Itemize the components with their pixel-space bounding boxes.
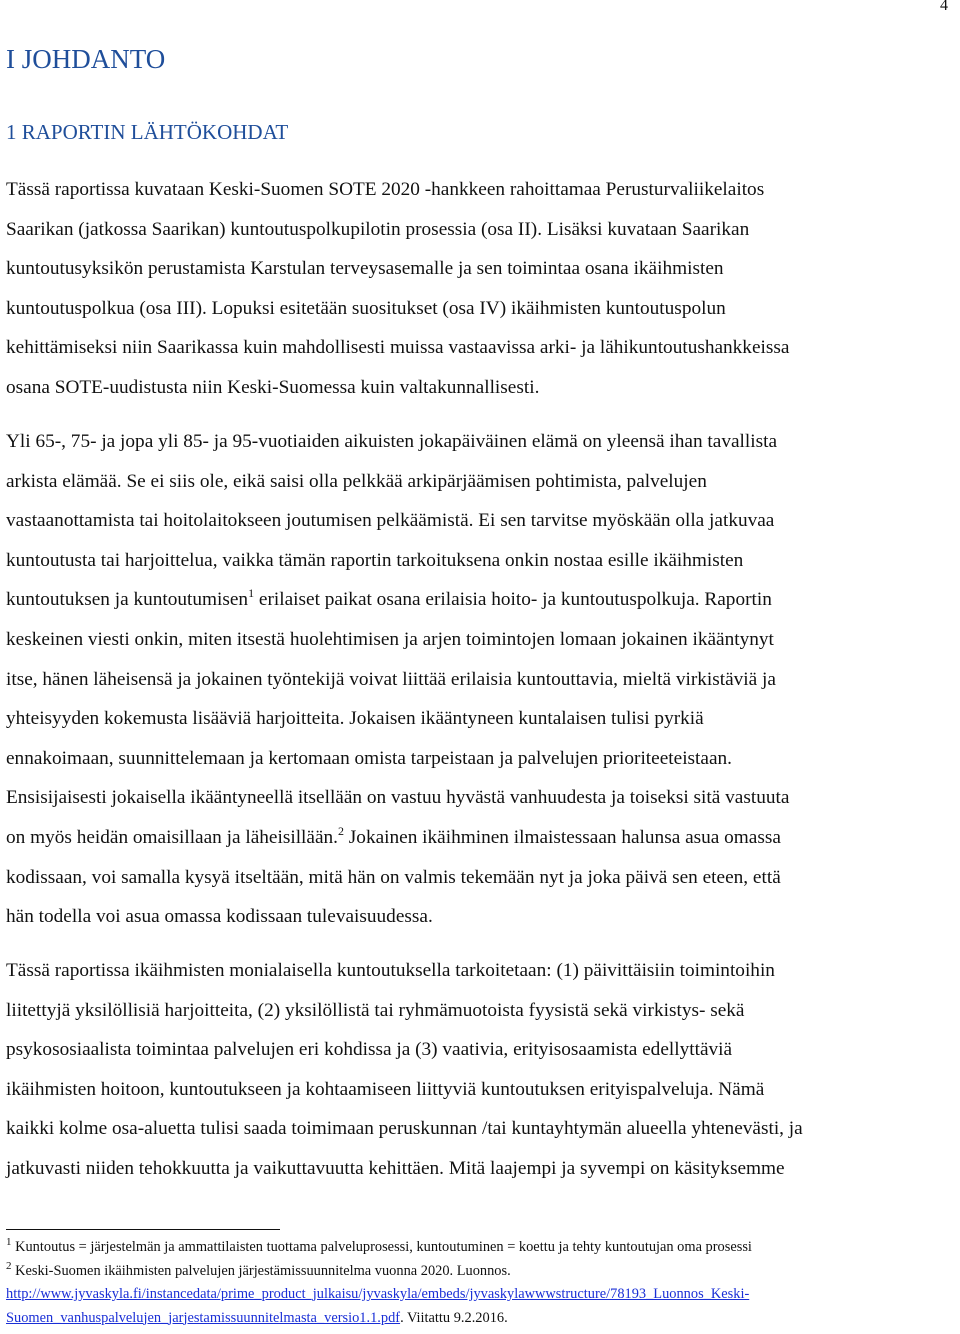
text-line: ikäihmisten hoitoon, kuntoutukseen ja kohtaamiseen liittyviä kuntoutuksen erityispalveluja. Nämä xyxy=(6,1078,765,1100)
text-line: arkista elämää. Se ei siis ole, eikä saisi olla pelkkää arkipärjäämisen pohtimista, palvelujen xyxy=(6,470,707,492)
footnote-cited-date: . Viitattu 9.2.2016. xyxy=(400,1309,508,1326)
footnote-2 xyxy=(6,1260,956,1284)
text-line: kuntoutusyksikön perustamista Karstulan terveysasemalle ja sen toimintaa osana ikäihmisten xyxy=(6,258,724,280)
footnote-mark: 1 xyxy=(6,1236,12,1248)
text-line: kuntoutusta tai harjoittelua, vaikka tämän raportin tarkoituksena onkin nostaa esille ikäihmisten xyxy=(6,549,744,571)
text-fragment: Jokainen ikäihminen ilmaistessaan halunsa asua omassa xyxy=(343,826,781,848)
text-line: ennakoimaan, suunnittelemaan ja kertomaan omista tarpeistaan ja palvelujen prioriteeteistaan. xyxy=(6,747,732,769)
paragraph-intro xyxy=(6,170,956,408)
section-title: 1 RAPORTIN LÄHTÖKOHDAT xyxy=(6,120,289,144)
text-line: yhteisyyden kokemusta lisääviä harjoitteita. Jokaisen ikääntyneen kuntalaisen tulisi pyrkiä xyxy=(6,708,704,730)
footnote-text: Kuntoutus = järjestelmän ja ammattilaisten tuottama palveluprosessi, kuntoutuminen = koettu ja tehty kuntoutujan oma prosessi xyxy=(11,1239,752,1255)
footnote-reference-2[interactable]: 2 xyxy=(337,823,344,838)
footnote-2-link-continued[interactable]: Suomen_vanhuspalvelujen_jarjestamissuunnitelmasta_versio1.1.pdf xyxy=(6,1309,401,1326)
text-line: kuntoutuspolkua (osa III). Lopuksi esitetään suositukset (osa IV) ikäihmisten kuntoutuspolun xyxy=(6,297,726,319)
text-line: vastaanottamista tai hoitolaitokseen joutumisen pelkäämistä. Ei sen tarvitse myöskään olla jatkuvaa xyxy=(6,510,775,532)
footnote-2-link[interactable]: http://www.jyvaskyla.fi/instancedata/prime_product_julkaisu/jyvaskyla/embeds/jyvaskylawwwstructure/78193_Luonnos_Keski- xyxy=(6,1286,750,1302)
text-line: Ensisijaisesti jokaisella ikääntyneellä itsellään on vastuu hyvästä vanhuudesta ja toiseksi sitä vastuuta xyxy=(6,787,790,809)
footnote-1 xyxy=(6,1236,956,1260)
paragraph-rehabilitation-definition xyxy=(6,951,956,1189)
text-line: kaikki kolme osa-aluetta tulisi saada toimimaan peruskunnan /tai kuntayhtymän alueella yhtenevästi, ja xyxy=(6,1118,803,1140)
text-line: kehittämiseksi niin Saarikassa kuin mahdollisesti muissa vastaavissa arki- ja lähikuntoutushankkeissa xyxy=(6,337,790,359)
footnote-mark: 2 xyxy=(6,1259,12,1272)
text-fragment: erilaiset paikat osana erilaisia hoito- ja kuntoutuspolkuja. Raportin xyxy=(254,589,772,611)
text-line: keskeinen viesti onkin, miten itsestä huolehtimisen ja arjen toimintojen lomaan jokainen ikääntynyt xyxy=(6,628,774,650)
text-line: psykososiaalista toimintaa palvelujen eri kohdissa ja (3) vaativia, erityisosaamista edellyttäviä xyxy=(6,1039,733,1061)
text-line: jatkuvasti niiden tehokkuutta ja vaikuttavuutta kehittäen. Mitä laajempi ja syvempi on käsityksemme xyxy=(6,1157,785,1179)
text-line: kodissaan, voi samalla kysyä itseltään, mitä hän on valmis tekemään nyt ja joka päivä sen eteen, että xyxy=(6,866,781,888)
footnote-2-link-line xyxy=(6,1283,956,1307)
text-fragment: on myös heidän omaisillaan ja läheisillään. xyxy=(6,826,338,848)
text-line: osana SOTE-uudistusta niin Keski-Suomessa kuin valtakunnallisesti. xyxy=(6,376,540,398)
text-line: Tässä raportissa ikäihmisten monialaisella kuntoutuksella tarkoitetaan: (1) päivittäisiin toimintoihin xyxy=(6,960,775,981)
text-line: itse, hänen läheisensä ja jokainen työntekijä voivat liittää erilaisia kuntouttavia, mieltä virkistäviä ja xyxy=(6,668,776,690)
footnote-text: Keski-Suomen ikäihmisten palvelujen järjestämissuunnitelma vuonna 2020. Luonnos. xyxy=(11,1262,511,1279)
footnotes xyxy=(6,1236,956,1330)
text-line: liitettyjä yksilöllisiä harjoitteita, (2) yksilöllistä tai ryhmämuotoista fyysistä sekä virkistys- sekä xyxy=(6,999,745,1021)
text-fragment: kuntoutuksen ja kuntoutumisen xyxy=(6,589,249,611)
footnote-reference-1[interactable]: 1 xyxy=(248,586,255,601)
text-line xyxy=(6,818,956,858)
footnote-separator xyxy=(6,1229,280,1230)
footnote-2-link-line xyxy=(6,1307,956,1331)
page-number: 4 xyxy=(940,0,948,14)
paragraph-elderly-everyday-life xyxy=(6,422,956,937)
text-line: hän todella voi asua omassa kodissaan tulevaisuudessa. xyxy=(6,906,433,928)
text-line: Saarikan (jatkossa Saarikan) kuntoutuspolkupilotin prosessia (osa II). Lisäksi kuvataan Saarikan xyxy=(6,218,750,240)
text-line: Tässä raportissa kuvataan Keski-Suomen SOTE 2020 -hankkeen rahoittamaa Perusturvaliikelaitos xyxy=(6,179,765,200)
text-line xyxy=(6,580,956,620)
chapter-title: I JOHDANTO xyxy=(6,44,166,74)
text-line: Yli 65-, 75- ja jopa yli 85- ja 95-vuotiaiden aikuisten jokapäiväinen elämä on yleensä ihan tavallista xyxy=(6,431,778,452)
